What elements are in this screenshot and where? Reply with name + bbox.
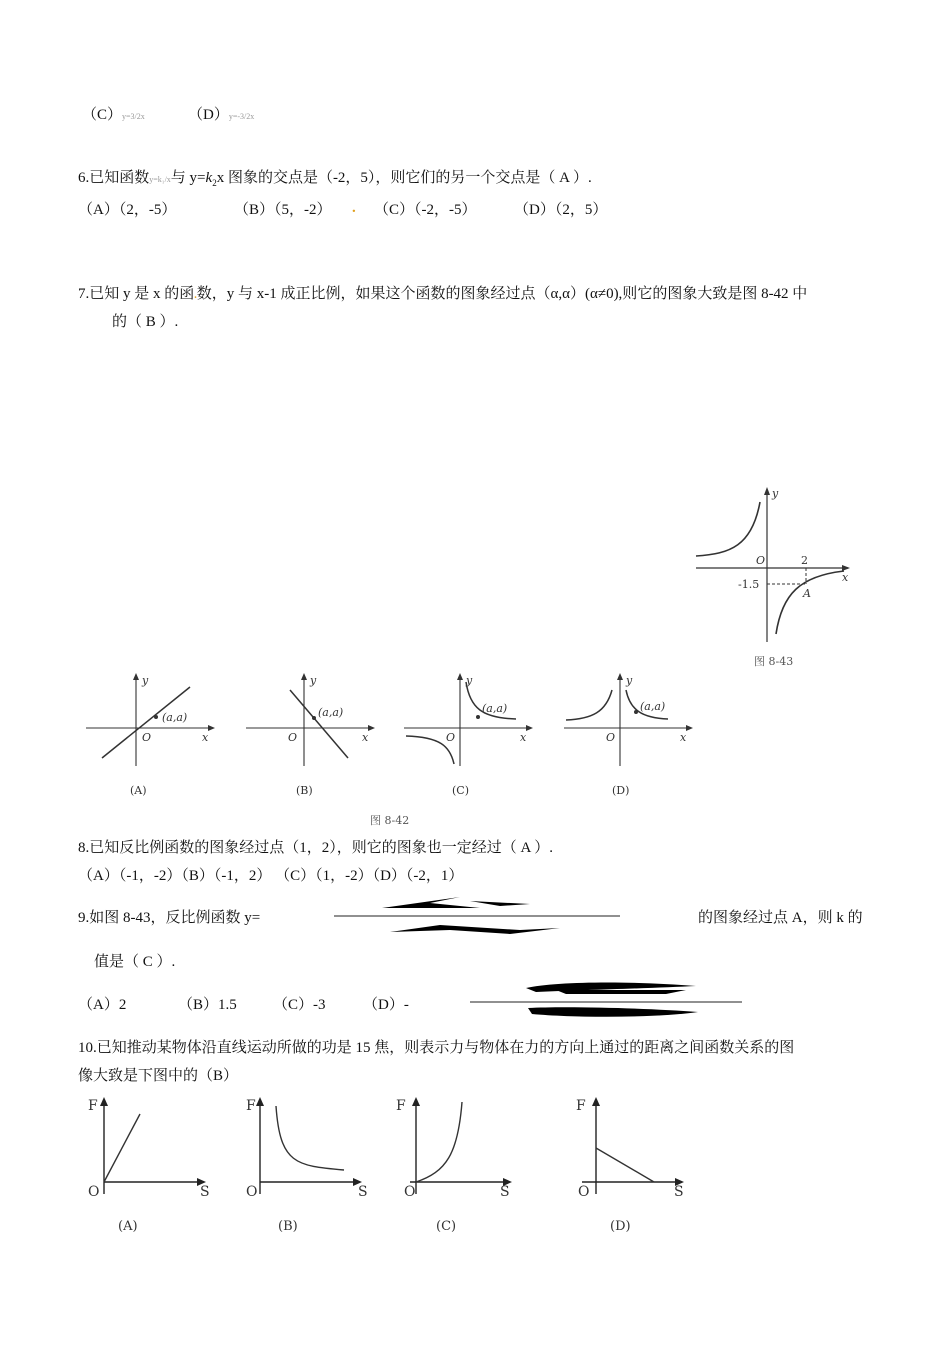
q8-stem: 8.已知反比例函数的图象经过点（1，2），则它的图象也一定经过（ A ）. <box>78 840 554 856</box>
fig842a-point: (a,a) <box>162 711 188 724</box>
q10b-o: O <box>246 1184 258 1200</box>
q10a-label: (A) <box>118 1219 138 1234</box>
decor-dot: . <box>352 200 356 216</box>
fig843-point-a: A <box>803 587 811 600</box>
q10c-label: (C) <box>436 1219 457 1234</box>
fig842d-label: (D) <box>612 784 630 797</box>
q8-options: （A）（-1，-2）（B）（-1，2） （C）（1，-2）（D）（-2，1） <box>78 868 464 884</box>
q5-option-c-expr: y=3/2x <box>122 112 145 121</box>
q9-option-c: （C）-3 <box>273 997 326 1013</box>
q10d-label: (D) <box>610 1219 631 1234</box>
fig843-neg15: -1.5 <box>738 578 760 591</box>
q9-stem-pre: 9.如图 8-43，反比例函数 y= <box>78 910 261 926</box>
fig843-o: O <box>756 554 766 567</box>
figure-8-42-panel-b <box>244 672 384 802</box>
fig842a-y: y <box>142 674 149 687</box>
fig842c-x: x <box>520 731 527 744</box>
q5-option-d-expr: y=-3/2x <box>228 112 255 121</box>
figure-8-42-panel-a <box>84 672 224 802</box>
fig843-two: 2 <box>801 554 808 567</box>
q10-stem-line1: 10.已知推动某物体沿直线运动所做的功是 15 焦，则表示力与物体在力的方向上通过的距离之间函数关系的图 <box>78 1040 795 1056</box>
fig842d-y: y <box>626 674 633 687</box>
q10-graph-b <box>240 1094 380 1240</box>
fig842b-x: x <box>362 731 369 744</box>
q7-stem-line2: 的（ B ）. <box>112 314 179 330</box>
q6-option-c: （C）（-2，-5） <box>374 202 477 218</box>
q9-stem-line2: 值是（ C ）. <box>94 954 176 970</box>
q9-stem-post: 的图象经过点 A，则 k 的 <box>698 910 863 926</box>
q10-stem-line2: 像大致是下图中的（B） <box>78 1068 239 1084</box>
q9-fraction-image <box>330 892 630 942</box>
fig842b-point: (a,a) <box>318 706 344 719</box>
q9-option-b: （B）1.5 <box>178 997 237 1013</box>
fig843-x: x <box>842 571 849 584</box>
q6-option-a: （A）（2，-5） <box>78 202 177 218</box>
fig843-y: y <box>772 487 779 500</box>
fig842c-label: (C) <box>452 784 469 797</box>
q10c-f: F <box>396 1098 406 1114</box>
q10c-o: O <box>404 1184 416 1200</box>
q10b-s: S <box>358 1184 368 1200</box>
q10c-s: S <box>500 1184 510 1200</box>
q10d-s: S <box>674 1184 684 1200</box>
fig842c-point: (a,a) <box>482 702 508 715</box>
fig842-caption: 图 8-42 <box>370 814 410 827</box>
q6-option-b: （B）（5，-2） <box>234 202 332 218</box>
q6-option-d: （D）（2，5） <box>514 202 608 218</box>
q10-graph-a <box>84 1094 224 1240</box>
figure-8-43 <box>690 484 860 674</box>
q7-stem-line1: 7.已知 y 是 x 的函.数，y 与 x-1 成正比例，如果这个函数的图象经过点（α,α）(α≠0),则它的图象大致是图 8-42 中 <box>78 286 808 302</box>
q10b-f: F <box>246 1098 256 1114</box>
fig842c-y: y <box>466 674 473 687</box>
q10a-f: F <box>88 1098 98 1114</box>
q9-option-a: （A）2 <box>78 997 127 1013</box>
fig842a-x: x <box>202 731 209 744</box>
figure-8-42-panel-c <box>402 672 542 802</box>
fig843-caption: 图 8-43 <box>754 655 794 668</box>
q10b-label: (B) <box>278 1219 298 1234</box>
fig842c-o: O <box>446 731 456 744</box>
fig842b-label: (B) <box>296 784 313 797</box>
fig842d-x: x <box>680 731 687 744</box>
q10d-o: O <box>578 1184 590 1200</box>
q10-graph-c <box>390 1094 530 1240</box>
q6-stem: 6.已知函数y=k₁/x与 $y=k_2x$ 图象的交点是（-2，5），则它们的另一个交点是（ A ）. <box>78 170 592 188</box>
q9-option-d: （D）- <box>363 997 409 1013</box>
q10a-o: O <box>88 1184 100 1200</box>
q5-option-c: （C）y=3/2x <box>82 107 145 123</box>
fig842d-o: O <box>606 731 616 744</box>
q10a-s: S <box>200 1184 210 1200</box>
q6-frac: y=k₁/x <box>149 175 171 184</box>
fig842a-label: (A) <box>130 784 147 797</box>
q5-option-d: （D）y=-3/2x <box>188 107 255 123</box>
figure-8-42-panel-d <box>562 672 702 802</box>
fig842b-y: y <box>310 674 317 687</box>
fig842b-o: O <box>288 731 298 744</box>
fig842d-point: (a,a) <box>640 700 666 713</box>
q10-graph-d <box>562 1094 702 1240</box>
q9-option-d-fraction-image <box>466 978 746 1028</box>
fig842a-o: O <box>142 731 152 744</box>
q10d-f: F <box>576 1098 586 1114</box>
